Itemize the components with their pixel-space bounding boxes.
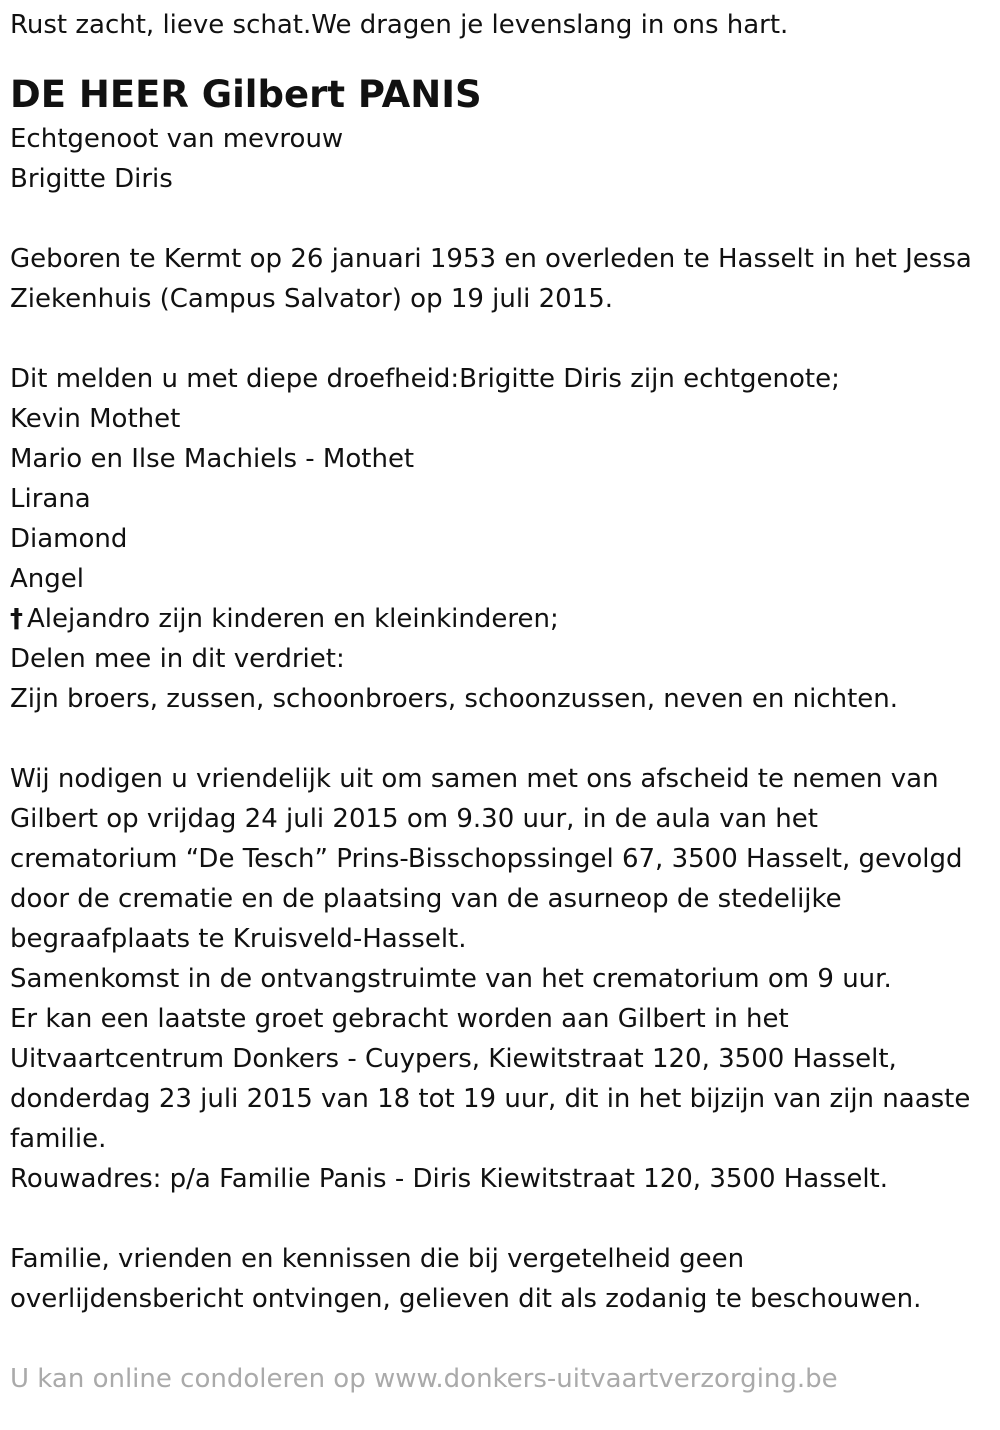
ceremony-line: begraafplaats te Kruisveld-Hasselt. xyxy=(10,924,467,954)
ceremony-line: donderdag 23 juli 2015 van 18 tot 19 uur, dit in het bijzijn van zijn naaste xyxy=(10,1084,971,1114)
cross-icon: † xyxy=(10,604,23,634)
ceremony-line: familie. xyxy=(10,1124,107,1154)
family-member-deceased xyxy=(10,599,990,639)
paragraph-gap xyxy=(10,1199,990,1239)
family-announcement: Dit melden u met diepe droefheid:Brigitte Diris zijn echtgenote; xyxy=(10,364,840,394)
ceremony-line: Uitvaartcentrum Donkers - Cuypers, Kiewitstraat 120, 3500 Hasselt, xyxy=(10,1044,897,1074)
family-member: Mario en Ilse Machiels - Mothet xyxy=(10,444,415,474)
family-member: Lirana xyxy=(10,484,91,514)
ceremony-line: Wij nodigen u vriendelijk uit om samen met ons afscheid te nemen van xyxy=(10,764,939,794)
ceremony-line: Samenkomst in de ontvangstruimte van het crematorium om 9 uur. xyxy=(10,964,892,994)
ceremony-line: door de crematie en de plaatsing van de asurneop de stedelijke xyxy=(10,884,842,914)
spouse-name: Brigitte Diris xyxy=(10,164,173,194)
intro-text: Rust zacht, lieve schat.We dragen je levenslang in ons hart. xyxy=(10,10,789,40)
paragraph-gap xyxy=(10,719,990,759)
birth-death-line: Geboren te Kermt op 26 januari 1953 en overleden te Hasselt in het Jessa xyxy=(10,244,972,274)
closing-line: overlijdensbericht ontvingen, gelieven dit als zodanig te beschouwen. xyxy=(10,1284,922,1314)
family-relatives: Zijn broers, zussen, schoonbroers, schoonzussen, neven en nichten. xyxy=(10,684,898,714)
birth-death-line: Ziekenhuis (Campus Salvator) op 19 juli 2015. xyxy=(10,284,614,314)
paragraph-gap xyxy=(10,199,990,239)
closing-line: Familie, vrienden en kennissen die bij vergetelheid geen xyxy=(10,1244,745,1274)
family-member: Diamond xyxy=(10,524,128,554)
ceremony-line: Gilbert op vrijdag 24 juli 2015 om 9.30 uur, in de aula van het xyxy=(10,804,818,834)
family-shared-grief: Delen mee in dit verdriet: xyxy=(10,644,345,674)
spouse-line: Echtgenoot van mevrouw xyxy=(10,124,344,154)
family-member: Angel xyxy=(10,564,84,594)
paragraph-gap xyxy=(10,319,990,359)
mourning-address: Rouwadres: p/a Familie Panis - Diris Kiewitstraat 120, 3500 Hasselt. xyxy=(10,1164,889,1194)
family-member-text: Alejandro zijn kinderen en kleinkinderen; xyxy=(27,604,559,634)
family-member: Kevin Mothet xyxy=(10,404,181,434)
condolence-footer: U kan online condoleren op www.donkers-uitvaartverzorging.be xyxy=(10,1364,838,1394)
ceremony-line: crematorium “De Tesch” Prins-Bisschopssingel 67, 3500 Hasselt, gevolgd xyxy=(10,844,963,874)
deceased-name: DE HEER Gilbert PANIS xyxy=(10,73,482,116)
ceremony-line: Er kan een laatste groet gebracht worden aan Gilbert in het xyxy=(10,1004,789,1034)
